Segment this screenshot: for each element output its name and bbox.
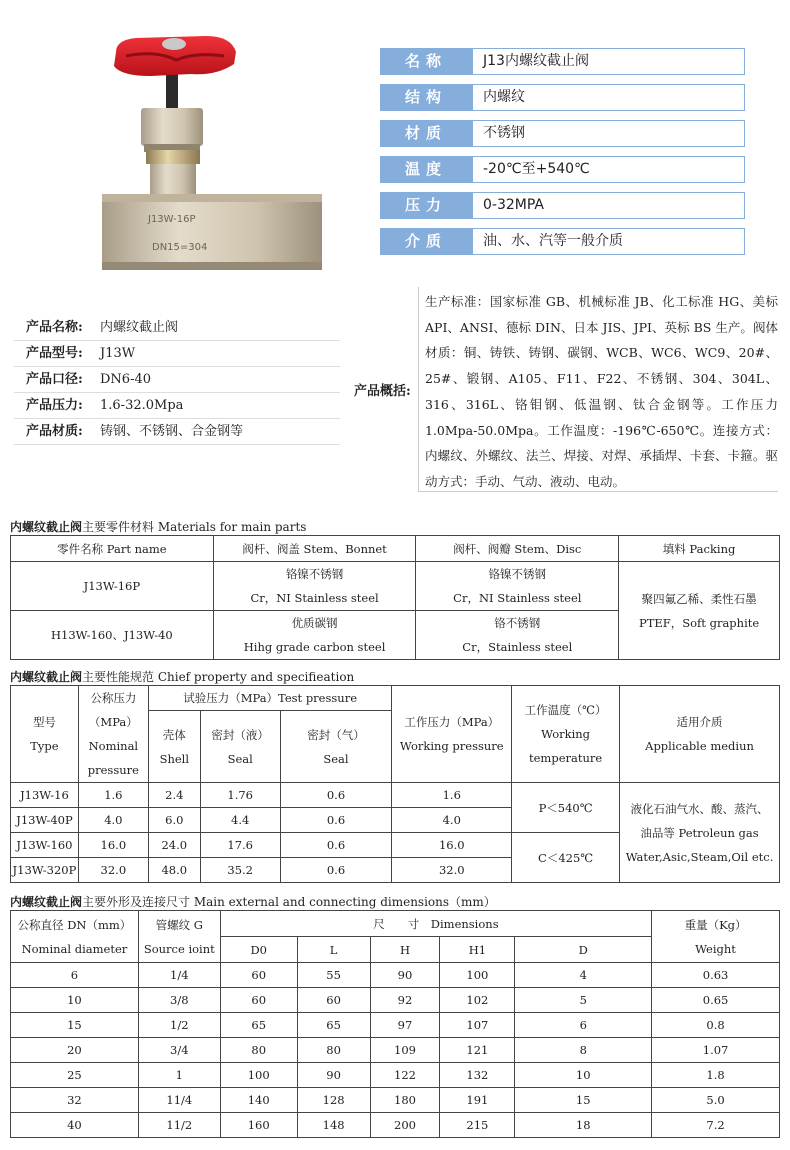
spec-row [380, 192, 745, 219]
cell-seal-liquid: 1.76 [200, 783, 280, 808]
material-cn: 铬镍不锈钢 [488, 567, 547, 581]
cell-h1: 215 [440, 1113, 515, 1138]
cell-working: 1.6 [392, 783, 512, 808]
cell-d: 6 [515, 1013, 652, 1038]
cell-seal-liquid: 4.4 [200, 808, 280, 833]
cell-l: 128 [297, 1088, 370, 1113]
cell-thread: 1 [138, 1063, 220, 1088]
table-row [11, 963, 780, 988]
cell-type: J13W-16 [11, 783, 79, 808]
header-dn: 公称直径 DN（mm） [17, 917, 132, 932]
header-working-en: Working pressure [399, 739, 504, 753]
packing-en: PTEF，Soft graphite [638, 615, 760, 630]
cell-d0: 160 [220, 1113, 297, 1138]
header-dimensions: 尺 寸 Dimensions [220, 911, 651, 937]
spec-key: 名称 [380, 48, 472, 75]
header-medium: 适用介质 [676, 715, 723, 729]
header-seal-liquid: 密封（液） [211, 727, 269, 742]
spec-row [380, 156, 745, 183]
dimensions-table [10, 910, 780, 1138]
cell-d0: 140 [220, 1088, 297, 1113]
cell-dn: 6 [11, 963, 139, 988]
material-cn: 优质碳钢 [291, 616, 338, 630]
material-en: Hihg grade carbon steel [243, 640, 386, 654]
medium-line: 液化石油气水、酸、蒸汽、 [630, 801, 769, 816]
header-nominal-unit: （MPa） [88, 715, 138, 729]
info-key: 产品材质: [26, 424, 83, 439]
property-table [10, 685, 780, 883]
cell-dn: 32 [11, 1088, 139, 1113]
cell-weight: 5.0 [652, 1088, 780, 1113]
spec-value: 不锈钢 [472, 120, 745, 147]
body-marking-2: DN15=304 [152, 242, 208, 253]
cell-seal-gas: 0.6 [280, 808, 392, 833]
header-type-en: Type [30, 739, 59, 753]
cell-thread: 3/4 [138, 1038, 220, 1063]
materials-table [10, 535, 780, 660]
spec-row [380, 228, 745, 255]
cell-d: 8 [515, 1038, 652, 1063]
cell-h: 92 [370, 988, 440, 1013]
cell-seal-liquid: 35.2 [200, 858, 280, 883]
spec-row [380, 48, 745, 75]
cell-h: 180 [370, 1088, 440, 1113]
part-name: J13W-16P [11, 562, 214, 611]
col-header: 阀杆、阀瓣 Stem、Disc [416, 536, 619, 562]
header-d0: D0 [220, 937, 297, 963]
info-row [14, 367, 340, 393]
cell-l: 80 [297, 1038, 370, 1063]
overview-label: 产品概括: [354, 384, 411, 399]
overview-text: 生产标准：国家标准 GB、机械标准 JB、化工标准 HG、美标 API、ANSI、德标 DIN、日本 JIS、JPI、英标 BS 生产。阀体材质：铜、铸铁、铸钢、碳钢、WCB、WC6、WC9、20#、25#、锻钢、A105、F11、F22、不锈钢、304、304L、316、316L、铬钼钢、低温钢、钛合金钢等。工作压力 1.0Mpa-50.0Mpa。工作温度：-196℃-650℃。连接方式：内螺纹、外螺纹、法兰、焊接、对焊、承插焊、卡套、卡箍。驱动方式：手动、气动、液动、电动。 [418, 287, 778, 492]
cell-d: 5 [515, 988, 652, 1013]
info-row [14, 315, 340, 341]
info-value: 铸钢、不锈钢、合金钢等 [100, 424, 244, 439]
materials-title: 内螺纹截止阀主要零件材料 Materials for main parts [10, 520, 307, 534]
packing-cn: 聚四氟乙稀、柔性石墨 [641, 591, 757, 606]
cell-nominal: 1.6 [78, 783, 148, 808]
material-en: Cr，Stainless steel [462, 640, 573, 654]
cell-seal-gas: 0.6 [280, 858, 392, 883]
body-marking-1: J13W-16P [148, 214, 196, 225]
header-temp: 工作温度（℃） [524, 703, 607, 717]
cell-h: 109 [370, 1038, 440, 1063]
cell-h: 97 [370, 1013, 440, 1038]
cell-nominal: 32.0 [78, 858, 148, 883]
cell-dn: 25 [11, 1063, 139, 1088]
header-temp-en: Working [541, 727, 591, 741]
table-row [11, 1063, 780, 1088]
table-row [11, 1013, 780, 1038]
table-row [11, 988, 780, 1013]
header-d: D [515, 937, 652, 963]
info-value: DN6-40 [100, 372, 152, 387]
header-nominal: 公称压力 [90, 691, 137, 705]
material-en: Cr，NI Stainless steel [250, 591, 379, 605]
cell-d0: 80 [220, 1038, 297, 1063]
cell-weight: 1.8 [652, 1063, 780, 1088]
header-seal-gas: 密封（气） [307, 727, 365, 742]
header-seal-liquid-en: Seal [227, 751, 253, 766]
cell-temp: P＜540℃ [512, 783, 620, 833]
info-key: 产品口径: [26, 372, 83, 387]
cell-l: 60 [297, 988, 370, 1013]
cell-l: 55 [297, 963, 370, 988]
cell-working: 4.0 [392, 808, 512, 833]
property-title: 内螺纹截止阀主要性能规范 Chief property and specifieation [10, 670, 355, 684]
info-key: 产品型号: [26, 346, 83, 361]
info-value: 1.6-32.0Mpa [100, 398, 184, 413]
cell-seal-gas: 0.6 [280, 783, 392, 808]
cell-d: 18 [515, 1113, 652, 1138]
cell-d0: 65 [220, 1013, 297, 1038]
header-nominal-en2: pressure [87, 763, 139, 777]
cell-h1: 121 [440, 1038, 515, 1063]
cell-l: 65 [297, 1013, 370, 1038]
header-test-pressure: 试验压力（MPa）Test pressure [148, 686, 392, 711]
spec-row [380, 120, 745, 147]
cell-seal-liquid: 17.6 [200, 833, 280, 858]
cell-dn: 15 [11, 1013, 139, 1038]
cell-shell: 6.0 [148, 808, 200, 833]
info-row [14, 341, 340, 367]
material-cn: 铬不锈钢 [494, 616, 541, 630]
cell-shell: 24.0 [148, 833, 200, 858]
spec-key: 温度 [380, 156, 472, 183]
cell-l: 148 [297, 1113, 370, 1138]
cell-dn: 10 [11, 988, 139, 1013]
spec-key: 压力 [380, 192, 472, 219]
cell-h1: 102 [440, 988, 515, 1013]
header-weight: 重量（Kg） [684, 917, 747, 932]
spec-row [380, 84, 745, 111]
cell-h: 90 [370, 963, 440, 988]
spec-value: J13内螺纹截止阀 [472, 48, 745, 75]
cell-shell: 48.0 [148, 858, 200, 883]
cell-d: 4 [515, 963, 652, 988]
spec-key: 介质 [380, 228, 472, 255]
cell-working: 32.0 [392, 858, 512, 883]
col-header: 零件名称 Part name [11, 536, 214, 562]
cell-thread: 1/2 [138, 1013, 220, 1038]
cell-d0: 60 [220, 963, 297, 988]
cell-weight: 7.2 [652, 1113, 780, 1138]
header-type: 型号 [32, 715, 56, 729]
dimensions-title: 内螺纹截止阀主要外形及连接尺寸 Main external and connecting dimensions（mm） [10, 895, 496, 909]
medium-line: 油品等 Petroleun gas [640, 825, 759, 840]
cell-seal-gas: 0.6 [280, 833, 392, 858]
cell-dn: 20 [11, 1038, 139, 1063]
header-h: H [370, 937, 440, 963]
cell-shell: 2.4 [148, 783, 200, 808]
info-key: 产品名称: [26, 320, 83, 335]
header-nominal-en: Nominal [88, 739, 139, 753]
col-header: 阀杆、阀盖 Stem、Bonnet [213, 536, 416, 562]
table-row [11, 1113, 780, 1138]
cell-h: 122 [370, 1063, 440, 1088]
cell-working: 16.0 [392, 833, 512, 858]
spec-key: 材质 [380, 120, 472, 147]
info-value: 内螺纹截止阀 [100, 320, 179, 335]
table-row [11, 1038, 780, 1063]
cell-weight: 0.63 [652, 963, 780, 988]
cell-type: J13W-160 [11, 833, 79, 858]
spec-value: 0-32MPA [472, 192, 745, 219]
cell-dn: 40 [11, 1113, 139, 1138]
cell-temp: C＜425℃ [512, 833, 620, 883]
material-cn: 铬镍不锈钢 [285, 567, 344, 581]
header-thread-en: Source ioint [143, 941, 215, 956]
table-row [11, 1088, 780, 1113]
header-medium-en: Applicable mediun [645, 739, 754, 753]
spec-value: -20℃至+540℃ [472, 156, 745, 183]
cell-h1: 100 [440, 963, 515, 988]
material-en: Cr，NI Stainless steel [453, 591, 582, 605]
cell-nominal: 4.0 [78, 808, 148, 833]
spec-value: 内螺纹 [472, 84, 745, 111]
header-shell: 壳体 [162, 727, 186, 742]
col-header: 填料 Packing [619, 536, 780, 562]
cell-thread: 11/4 [138, 1088, 220, 1113]
info-value: J13W [100, 346, 136, 361]
cell-weight: 0.65 [652, 988, 780, 1013]
cell-thread: 11/2 [138, 1113, 220, 1138]
valve-product-image [96, 30, 326, 275]
cell-h1: 132 [440, 1063, 515, 1088]
cell-d: 10 [515, 1063, 652, 1088]
cell-thread: 1/4 [138, 963, 220, 988]
cell-d0: 100 [220, 1063, 297, 1088]
header-shell-en: Shell [159, 751, 190, 766]
header-working: 工作压力（MPa） [404, 715, 500, 729]
header-h1: H1 [440, 937, 515, 963]
cell-h1: 191 [440, 1088, 515, 1113]
cell-type: J13W-40P [11, 808, 79, 833]
header-seal-gas-en: Seal [323, 751, 349, 766]
cell-d: 15 [515, 1088, 652, 1113]
cell-l: 90 [297, 1063, 370, 1088]
info-row [14, 419, 340, 445]
spec-key: 结构 [380, 84, 472, 111]
header-thread: 管螺纹 G [155, 917, 203, 932]
header-temp-en2: temperature [529, 751, 603, 765]
spec-value: 油、水、汽等一般介质 [472, 228, 745, 255]
cell-weight: 0.8 [652, 1013, 780, 1038]
part-name: H13W-160、J13W-40 [11, 611, 214, 660]
cell-h: 200 [370, 1113, 440, 1138]
cell-h1: 107 [440, 1013, 515, 1038]
header-l: L [297, 937, 370, 963]
info-row [14, 393, 340, 419]
cell-nominal: 16.0 [78, 833, 148, 858]
cell-d0: 60 [220, 988, 297, 1013]
cell-thread: 3/8 [138, 988, 220, 1013]
header-weight-en: Weight [695, 941, 736, 956]
cell-weight: 1.07 [652, 1038, 780, 1063]
info-key: 产品压力: [26, 398, 83, 413]
medium-line: Water,Asic,Steam,Oil etc. [625, 849, 774, 864]
header-dn-en: Nominal diameter [21, 941, 128, 956]
cell-type: J13W-320P [11, 858, 79, 883]
